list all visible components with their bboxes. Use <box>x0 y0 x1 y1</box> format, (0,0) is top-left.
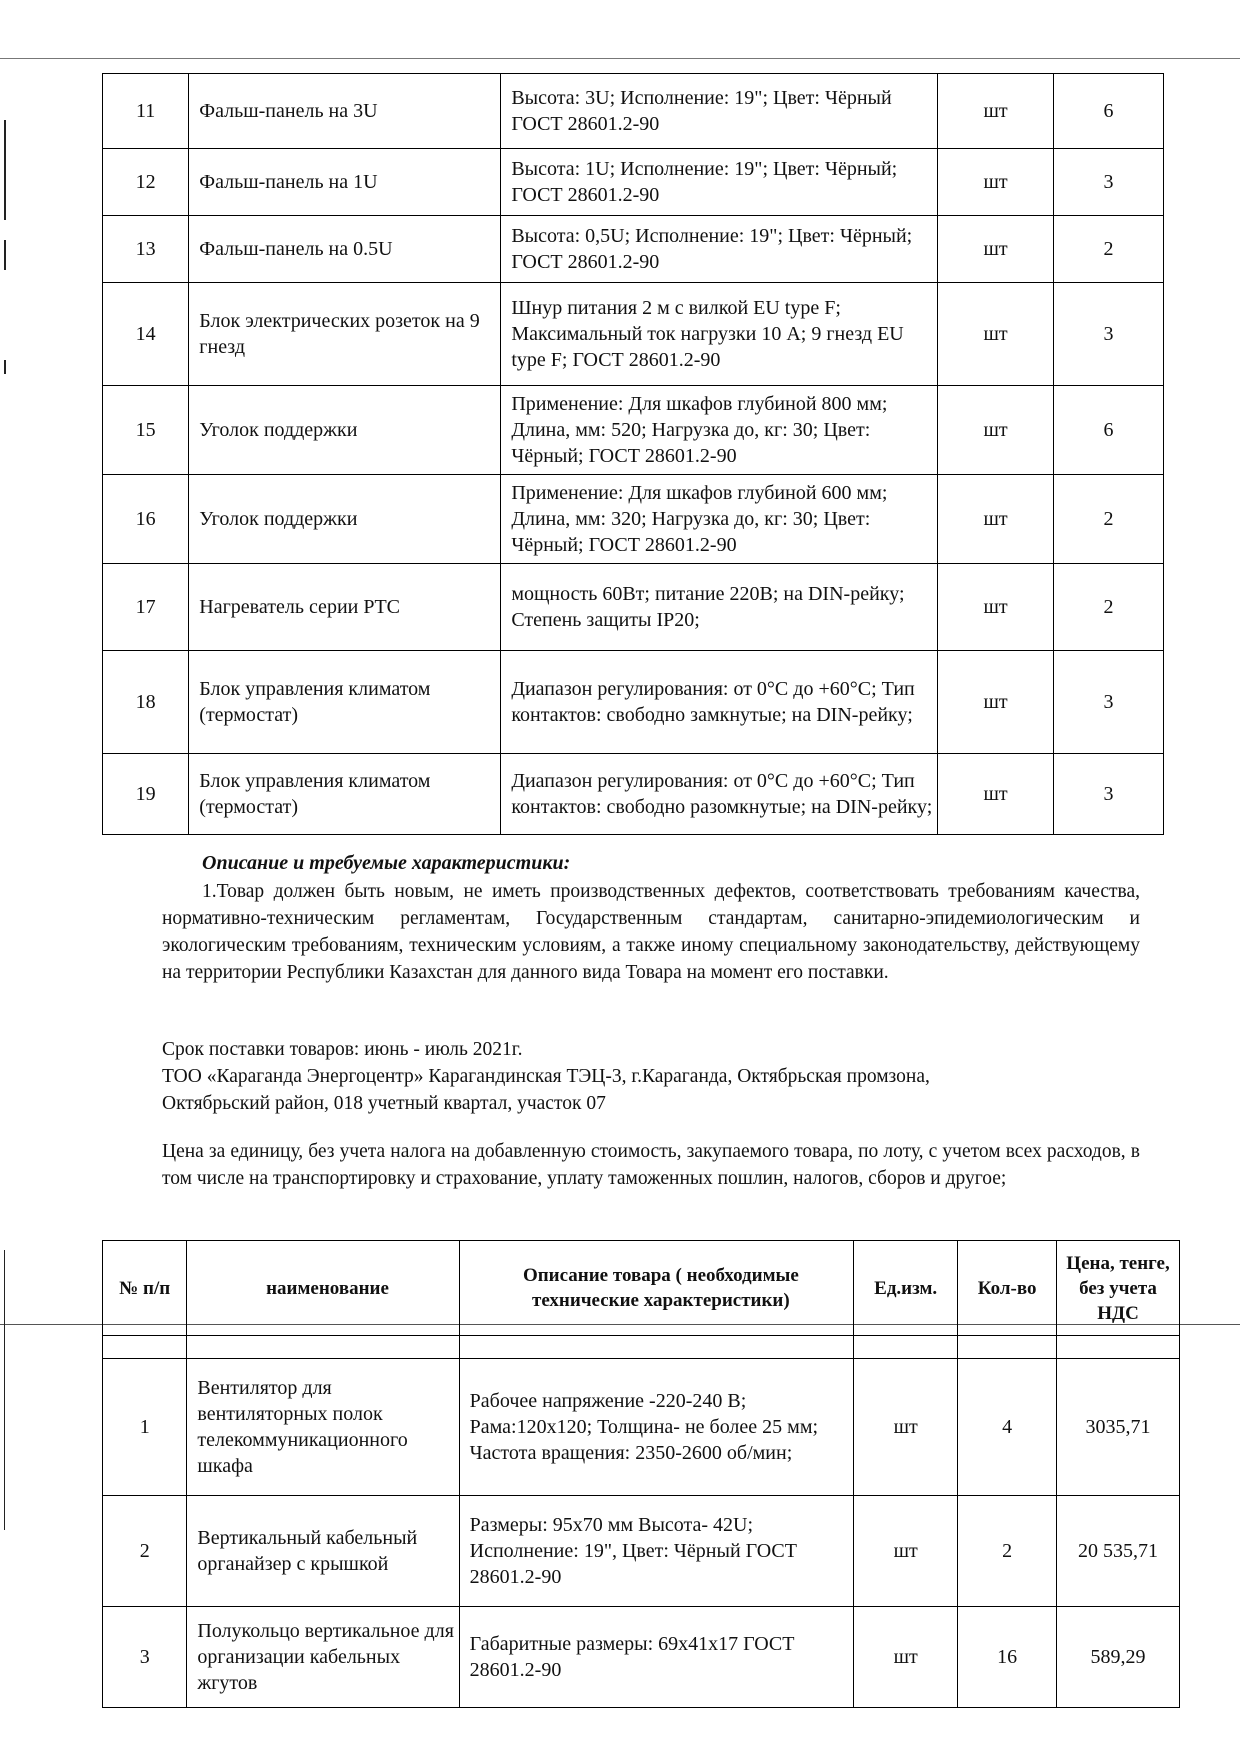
item-description: Высота: 0,5U; Исполнение: 19"; Цвет: Чёрный; ГОСТ 28601.2-90 <box>501 216 938 283</box>
table-row <box>103 283 1164 386</box>
item-name: Вентилятор для вентиляторных полок телекоммуникационного шкафа <box>187 1359 459 1496</box>
item-name: Уголок поддержки <box>189 386 501 475</box>
table-row <box>103 651 1164 754</box>
item-unit: шт <box>938 475 1054 564</box>
table-row <box>103 564 1164 651</box>
table-row <box>103 386 1164 475</box>
item-name: Блок управления климатом (термостат) <box>189 754 501 835</box>
item-name: Полукольцо вертикальное для организации кабельных жгутов <box>187 1607 459 1708</box>
item-unit: шт <box>938 754 1054 835</box>
row-number: 18 <box>103 651 189 754</box>
table-row <box>103 74 1164 149</box>
item-name: Уголок поддержки <box>189 475 501 564</box>
column-header-unit: Ед.изм. <box>854 1241 958 1336</box>
item-unit: шт <box>854 1359 958 1496</box>
item-quantity: 3 <box>1054 754 1164 835</box>
item-description: мощность 60Вт; питание 220В; на DIN-рейку; Степень защиты IP20; <box>501 564 938 651</box>
item-description: Габаритные размеры: 69х41х17 ГОСТ 28601.2-90 <box>459 1607 853 1708</box>
column-header-number: № п/п <box>103 1241 187 1336</box>
row-number: 17 <box>103 564 189 651</box>
delivery-address-line-1: ТОО «Караганда Энергоцентр» Карагандинская ТЭЦ-3, г.Караганда, Октябрьская промзона, <box>162 1066 930 1087</box>
item-name: Фальш-панель на 0.5U <box>189 216 501 283</box>
item-quantity: 2 <box>1054 475 1164 564</box>
item-description: Диапазон регулирования: от 0°С до +60°С; Тип контактов: свободно замкнутые; на DIN-рейку; <box>501 651 938 754</box>
item-description: Диапазон регулирования: от 0°С до +60°С; Тип контактов: свободно разомкнутые; на DIN-рейку; <box>501 754 938 835</box>
row-number: 12 <box>103 149 189 216</box>
empty-cell <box>187 1336 459 1359</box>
column-header-name: наименование <box>187 1241 459 1336</box>
table-row <box>103 149 1164 216</box>
item-quantity: 2 <box>1054 564 1164 651</box>
item-quantity: 4 <box>958 1359 1057 1496</box>
item-quantity: 3 <box>1054 149 1164 216</box>
item-unit: шт <box>938 74 1054 149</box>
section-heading: Описание и требуемые характеристики: <box>202 852 571 874</box>
item-quantity: 6 <box>1054 74 1164 149</box>
item-description: Высота: 3U; Исполнение: 19"; Цвет: Чёрный ГОСТ 28601.2-90 <box>501 74 938 149</box>
item-name: Фальш-панель на 1U <box>189 149 501 216</box>
item-unit: шт <box>854 1496 958 1607</box>
item-description: Применение: Для шкафов глубиной 600 мм; Длина, мм: 320; Нагрузка до, кг: 30; Цвет: Чёрный; ГОСТ 28601.2-90 <box>501 475 938 564</box>
row-number: 1 <box>103 1359 187 1496</box>
item-unit: шт <box>938 216 1054 283</box>
row-number: 16 <box>103 475 189 564</box>
table-spacer-row <box>103 1336 1180 1359</box>
price-table <box>102 1240 1180 1708</box>
column-header-description: Описание товара ( необходимые технические характеристики) <box>459 1241 853 1336</box>
scan-line-top <box>0 58 1240 59</box>
empty-cell <box>854 1336 958 1359</box>
item-quantity: 3 <box>1054 651 1164 754</box>
item-description: Размеры: 95х70 мм Высота- 42U; Исполнение: 19", Цвет: Чёрный ГОСТ 28601.2-90 <box>459 1496 853 1607</box>
item-unit: шт <box>938 651 1054 754</box>
item-quantity: 3 <box>1054 283 1164 386</box>
table-row <box>103 1359 1180 1496</box>
item-quantity: 2 <box>1054 216 1164 283</box>
item-name: Блок электрических розеток на 9 гнезд <box>189 283 501 386</box>
scan-mark <box>4 120 6 220</box>
empty-cell <box>1057 1336 1180 1359</box>
item-unit: шт <box>938 283 1054 386</box>
item-price: 3035,71 <box>1057 1359 1180 1496</box>
item-description: Применение: Для шкафов глубиной 800 мм; Длина, мм: 520; Нагрузка до, кг: 30; Цвет: Чёрный; ГОСТ 28601.2-90 <box>501 386 938 475</box>
table-row <box>103 1607 1180 1708</box>
column-header-price: Цена, тенге, без учета НДС <box>1057 1241 1180 1336</box>
delivery-term: Срок поставки товаров: июнь - июль 2021г. <box>162 1039 523 1060</box>
requirements-paragraph: 1.Товар должен быть новым, не иметь производственных дефектов, соответствовать требованиям качества, нормативно-техническим регламентам, Государственным стандартам, санитарно-эпидемиологическим и экологическим требованиям, техническим условиям, а также иному специальному законодательству, действующему на территории Республики Казахстан для данного вида Товара на момент его поставки. <box>162 881 1140 983</box>
empty-cell <box>103 1336 187 1359</box>
price-note: Цена за единицу, без учета налога на добавленную стоимость, закупаемого товара, по лоту, с учетом всех расходов, в том числе на транспортировку и страхование, уплату таможенных пошлин, налогов, сборов и другое; <box>162 1141 1140 1189</box>
item-price: 20 535,71 <box>1057 1496 1180 1607</box>
table-row <box>103 1496 1180 1607</box>
items-table-top <box>102 73 1164 835</box>
item-description: Рабочее напряжение -220-240 В; Рама:120х120; Толщина- не более 25 мм; Частота вращения: 2350-2600 об/мин; <box>459 1359 853 1496</box>
empty-cell <box>459 1336 853 1359</box>
item-description: Шнур питания 2 м с вилкой EU type F; Максимальный ток нагрузки 10 А; 9 гнезд EU type F; ГОСТ 28601.2-90 <box>501 283 938 386</box>
scan-mark <box>4 1250 5 1530</box>
item-name: Нагреватель серии PTC <box>189 564 501 651</box>
item-quantity: 6 <box>1054 386 1164 475</box>
scan-mark <box>4 360 6 374</box>
row-number: 14 <box>103 283 189 386</box>
item-description: Высота: 1U; Исполнение: 19"; Цвет: Чёрный; ГОСТ 28601.2-90 <box>501 149 938 216</box>
table-row <box>103 216 1164 283</box>
item-unit: шт <box>854 1607 958 1708</box>
row-number: 2 <box>103 1496 187 1607</box>
item-name: Вертикальный кабельный органайзер с крышкой <box>187 1496 459 1607</box>
column-header-quantity: Кол-во <box>958 1241 1057 1336</box>
item-quantity: 2 <box>958 1496 1057 1607</box>
empty-cell <box>958 1336 1057 1359</box>
table-header-row <box>103 1241 1180 1336</box>
row-number: 3 <box>103 1607 187 1708</box>
row-number: 19 <box>103 754 189 835</box>
row-number: 11 <box>103 74 189 149</box>
row-number: 15 <box>103 386 189 475</box>
item-unit: шт <box>938 564 1054 651</box>
table-row <box>103 475 1164 564</box>
delivery-address-line-2: Октябрьский район, 018 учетный квартал, участок 07 <box>162 1093 606 1114</box>
row-number: 13 <box>103 216 189 283</box>
item-quantity: 16 <box>958 1607 1057 1708</box>
scan-mark <box>4 240 6 270</box>
item-unit: шт <box>938 386 1054 475</box>
item-name: Фальш-панель на 3U <box>189 74 501 149</box>
item-name: Блок управления климатом (термостат) <box>189 651 501 754</box>
item-price: 589,29 <box>1057 1607 1180 1708</box>
table-row <box>103 754 1164 835</box>
item-unit: шт <box>938 149 1054 216</box>
